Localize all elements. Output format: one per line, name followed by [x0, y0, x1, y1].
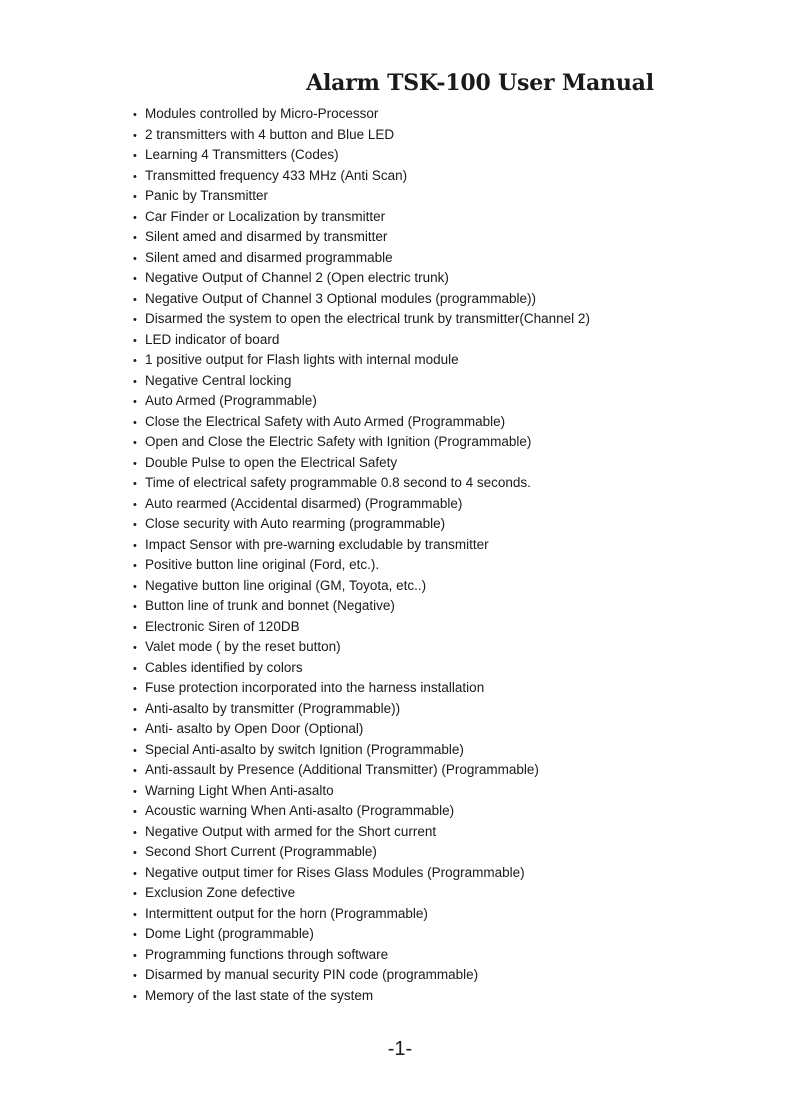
feature-text: Anti-assault by Presence (Additional Transmitter) (Programmable): [145, 762, 539, 777]
feature-text: Silent amed and disarmed programmable: [145, 249, 393, 265]
feature-text: Memory of the last state of the system: [145, 987, 374, 1003]
page-number: -1-: [387, 1038, 413, 1060]
bullet-icon: •: [133, 314, 137, 326]
feature-text: Auto rearmed (Accidental disarmed) (Programmable): [145, 495, 463, 511]
feature-text: Button line of trunk and bonnet (Negative): [145, 598, 395, 613]
feature-item: [133, 186, 590, 207]
bullet-icon: •: [133, 908, 137, 921]
bullet-icon: •: [133, 970, 137, 982]
bullet-icon: •: [133, 580, 137, 593]
feature-item: [133, 535, 590, 556]
bullet-icon: •: [133, 744, 137, 757]
feature-item: [133, 514, 590, 535]
feature-item: [133, 473, 590, 494]
bullet-icon: •: [133, 539, 137, 552]
feature-text: Modules controlled by Micro-Processor: [145, 106, 379, 121]
feature-text: Programming functions through software: [145, 946, 389, 962]
feature-text: Car Finder or Localization by transmitter: [145, 208, 386, 224]
bullet-icon: •: [133, 437, 137, 449]
feature-item: [133, 945, 590, 966]
feature-item: [133, 371, 590, 392]
bullet-icon: •: [133, 252, 137, 265]
feature-text: Special Anti-asalto by switch Ignition (Programmable): [145, 741, 464, 757]
feature-item: [133, 781, 590, 802]
feature-item: [133, 309, 590, 330]
bullet-icon: •: [133, 273, 137, 285]
feature-text: Panic by Transmitter: [145, 188, 269, 203]
feature-item: [133, 904, 590, 925]
bullet-icon: •: [133, 724, 137, 736]
feature-item: [133, 289, 590, 310]
bullet-icon: •: [133, 785, 137, 798]
bullet-icon: •: [133, 703, 137, 716]
bullet-icon: •: [133, 990, 137, 1003]
feature-text: Electronic Siren of 120DB: [145, 618, 300, 634]
feature-item: [133, 699, 590, 720]
feature-text: LED indicator of board: [145, 331, 280, 347]
bullet-icon: •: [133, 888, 137, 900]
feature-item: [133, 617, 590, 638]
bullet-icon: •: [133, 662, 137, 675]
bullet-icon: •: [133, 683, 137, 695]
feature-text: Intermittent output for the horn (Programmable): [145, 905, 428, 921]
bullet-icon: •: [133, 601, 137, 613]
bullet-icon: •: [133, 826, 137, 839]
feature-item: [133, 924, 590, 945]
feature-text: Close security with Auto rearming (programmable): [145, 516, 446, 531]
feature-text: 2 transmitters with 4 button and Blue LED: [145, 126, 395, 142]
feature-text: Negative output timer for Rises Glass Modules (Programmable): [145, 864, 525, 880]
feature-item: [133, 740, 590, 761]
feature-item: [133, 863, 590, 884]
feature-item: [133, 986, 590, 1007]
feature-text: Anti-asalto by transmitter (Programmable)): [145, 700, 401, 716]
feature-text: Valet mode ( by the reset button): [145, 639, 341, 654]
feature-text: Time of electrical safety programmable 0.8 second to 4 seconds.: [145, 475, 531, 490]
feature-text: Double Pulse to open the Electrical Safety: [145, 454, 398, 470]
feature-text: Impact Sensor with pre-warning excludable by transmitter: [145, 536, 489, 552]
feature-text: Acoustic warning When Anti-asalto (Programmable): [145, 803, 455, 818]
feature-text: Positive button line original (Ford, etc.).: [145, 557, 380, 572]
bullet-icon: •: [133, 949, 137, 962]
feature-text: Negative Output of Channel 3 Optional modules (programmable)): [145, 290, 536, 306]
feature-item: [133, 350, 590, 371]
feature-item: [133, 227, 590, 248]
bullet-icon: •: [133, 806, 137, 818]
bullet-icon: •: [133, 765, 137, 777]
bullet-icon: •: [133, 847, 137, 859]
bullet-icon: •: [133, 560, 137, 572]
feature-text: Negative Central locking: [145, 372, 292, 388]
feature-text: Exclusion Zone defective: [145, 885, 296, 900]
page-title: Alarm TSK-100 User Manual: [306, 70, 654, 96]
bullet-icon: •: [133, 621, 137, 634]
feature-item: [133, 104, 590, 125]
bullet-icon: •: [133, 293, 137, 306]
feature-text: Auto Armed (Programmable): [145, 393, 317, 408]
feature-list: [133, 104, 590, 1006]
bullet-icon: •: [133, 211, 137, 224]
bullet-icon: •: [133, 232, 137, 244]
feature-text: Anti- asalto by Open Door (Optional): [145, 721, 364, 736]
feature-item: [133, 555, 590, 576]
feature-item: [133, 494, 590, 515]
bullet-icon: •: [133, 498, 137, 511]
feature-item: [133, 166, 590, 187]
feature-item: [133, 658, 590, 679]
feature-item: [133, 883, 590, 904]
bullet-icon: •: [133, 109, 137, 121]
feature-item: [133, 145, 590, 166]
bullet-icon: •: [133, 355, 137, 367]
feature-item: [133, 432, 590, 453]
feature-item: [133, 207, 590, 228]
bullet-icon: •: [133, 929, 137, 941]
feature-item: [133, 125, 590, 146]
bullet-icon: •: [133, 478, 137, 490]
bullet-icon: •: [133, 396, 137, 408]
bullet-icon: •: [133, 867, 137, 880]
feature-item: [133, 248, 590, 269]
feature-text: Learning 4 Transmitters (Codes): [145, 147, 339, 162]
feature-text: Dome Light (programmable): [145, 926, 314, 941]
feature-item: [133, 268, 590, 289]
feature-item: [133, 330, 590, 351]
feature-text: Cables identified by colors: [145, 659, 303, 675]
feature-text: Negative Output of Channel 2 (Open electric trunk): [145, 270, 449, 285]
feature-item: [133, 453, 590, 474]
feature-text: Warning Light When Anti-asalto: [145, 782, 334, 798]
bullet-icon: •: [133, 150, 137, 162]
feature-text: Second Short Current (Programmable): [145, 844, 377, 859]
feature-text: Transmitted frequency 433 MHz (Anti Scan): [145, 167, 408, 183]
bullet-icon: •: [133, 170, 137, 183]
feature-item: [133, 412, 590, 433]
feature-text: Negative button line original (GM, Toyota, etc..): [145, 577, 427, 593]
feature-text: Disarmed the system to open the electrical trunk by transmitter(Channel 2): [145, 311, 590, 326]
feature-text: Open and Close the Electric Safety with Ignition (Programmable): [145, 434, 532, 449]
bullet-icon: •: [133, 519, 137, 531]
bullet-icon: •: [133, 416, 137, 429]
feature-item: [133, 842, 590, 863]
feature-item: [133, 719, 590, 740]
feature-item: [133, 965, 590, 986]
bullet-icon: •: [133, 191, 137, 203]
bullet-icon: •: [133, 129, 137, 142]
feature-item: [133, 576, 590, 597]
feature-item: [133, 801, 590, 822]
feature-text: Disarmed by manual security PIN code (programmable): [145, 967, 479, 982]
feature-item: [133, 596, 590, 617]
feature-item: [133, 391, 590, 412]
bullet-icon: •: [133, 642, 137, 654]
feature-text: Negative Output with armed for the Short current: [145, 823, 437, 839]
feature-item: [133, 760, 590, 781]
feature-text: Close the Electrical Safety with Auto Armed (Programmable): [145, 413, 506, 429]
feature-item: [133, 637, 590, 658]
feature-text: 1 positive output for Flash lights with internal module: [145, 352, 459, 367]
feature-text: Fuse protection incorporated into the harness installation: [145, 680, 485, 695]
bullet-icon: •: [133, 334, 137, 347]
feature-item: [133, 822, 590, 843]
bullet-icon: •: [133, 375, 137, 388]
feature-item: [133, 678, 590, 699]
bullet-icon: •: [133, 457, 137, 470]
feature-text: Silent amed and disarmed by transmitter: [145, 229, 388, 244]
